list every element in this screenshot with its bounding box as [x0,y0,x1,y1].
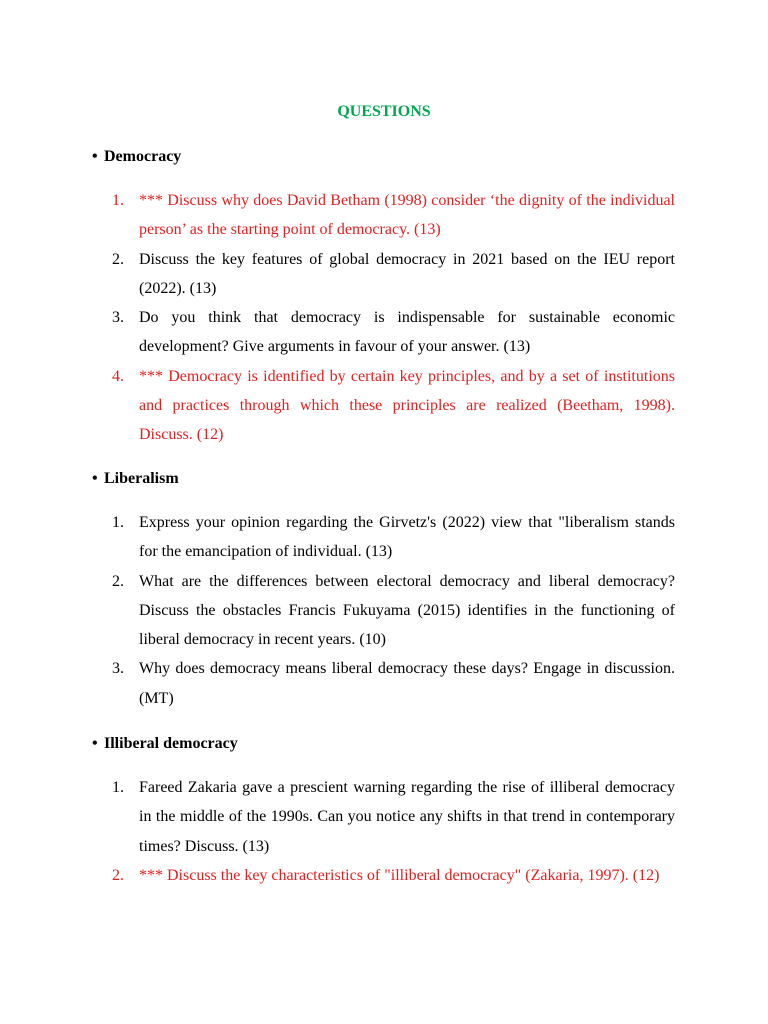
question-text: *** Discuss why does David Betham (1998) consider ‘the dignity of the individual person’ as the starting point of democracy. (13) [139,192,675,239]
section-heading-illiberal-democracy [92,732,238,756]
question-item [112,245,675,304]
section-heading-label: Democracy [104,148,182,165]
bullet-icon: • [92,470,98,487]
section-heading-liberalism [92,467,179,491]
question-text: What are the differences between electoral democracy and liberal democracy? Discuss the obstacles Francis Fukuyama (2015) identifies in the functioning of liberal democracy in recent years. (10) [139,572,675,649]
question-text: *** Discuss the key characteristics of "illiberal democracy" (Zakaria, 1997). (12) [139,866,660,884]
question-number: 1. [112,192,124,209]
question-number: 4. [112,367,124,385]
page-title: QUESTIONS [337,103,431,120]
question-text: Express your opinion regarding the Girvetz's (2022) view that "liberalism stands for the emancipation of individual. (13) [139,514,675,561]
question-number: 1. [112,779,124,796]
question-number: 1. [112,514,124,531]
section-heading-label: Illiberal democracy [104,735,238,752]
question-text: Why does democracy means liberal democracy these days? Engage in discussion. (MT) [139,660,675,707]
question-list-liberalism [112,508,675,713]
question-item [112,654,675,713]
question-number: 2. [112,866,124,884]
question-item [112,861,675,890]
question-item [112,567,675,655]
question-list-illiberal-democracy [112,773,675,890]
bullet-icon: • [92,148,98,165]
question-number: 2. [112,572,124,590]
question-item [112,508,675,567]
section-heading-democracy [92,145,181,169]
question-item [112,362,675,450]
section-heading-label: Liberalism [104,470,179,487]
question-number: 3. [112,309,124,327]
question-item [112,773,675,861]
question-item [112,303,675,362]
bullet-icon: • [92,735,98,752]
question-number: 3. [112,660,124,678]
question-text: Do you think that democracy is indispensable for sustainable economic development? Give arguments in favour of your answer. (13) [139,309,675,356]
question-number: 2. [112,250,124,268]
question-list-democracy [112,186,675,450]
question-text: Discuss the key features of global democracy in 2021 based on the IEU report (2022). (13) [139,250,675,297]
question-text: *** Democracy is identified by certain key principles, and by a set of institutions and practices through which these principles are realized (Beetham, 1998). Discuss. (12) [139,367,675,444]
question-item [112,186,675,245]
question-text: Fareed Zakaria gave a prescient warning regarding the rise of illiberal democracy in the middle of the 1990s. Can you notice any shifts in that trend in contemporary times? Discuss. (13) [139,779,675,855]
